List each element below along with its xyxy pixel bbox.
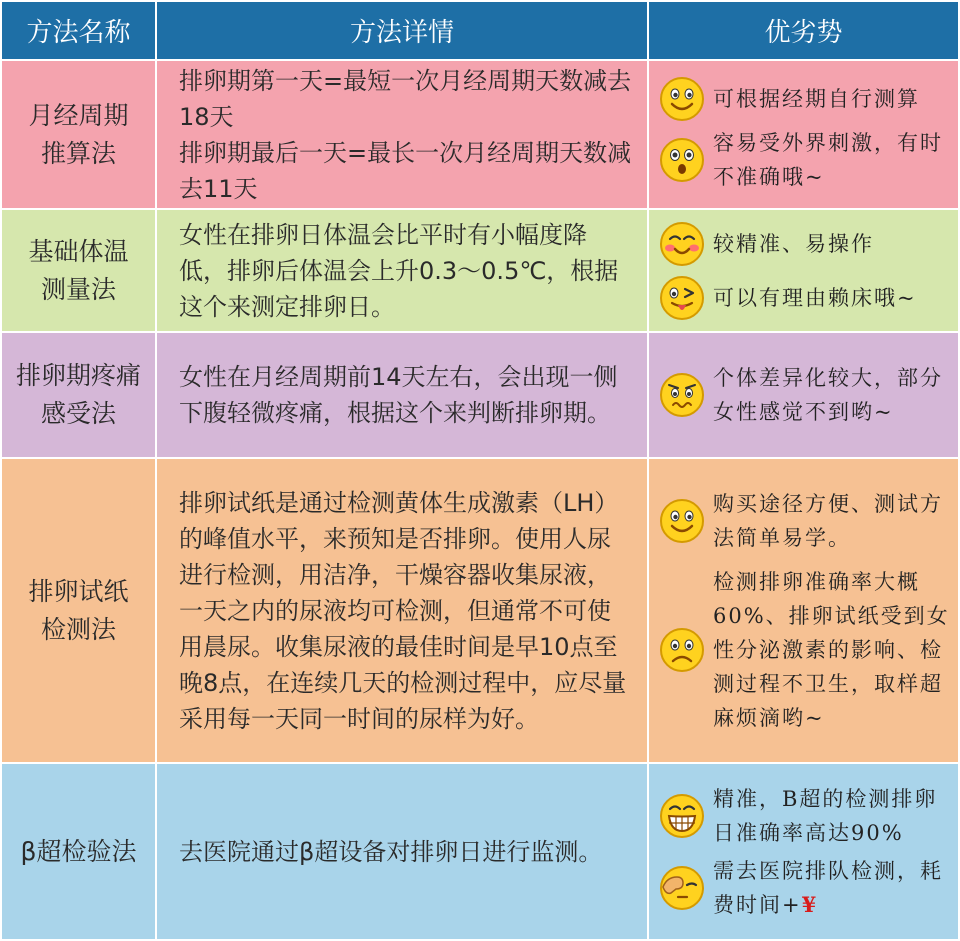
row-detail-ovulation-pain — [157, 333, 647, 457]
pros-cons-item — [659, 854, 954, 922]
row-detail-cycle-calculation — [157, 61, 647, 208]
pros-cons-item — [659, 76, 954, 122]
yen-sign: ¥ — [801, 891, 819, 917]
row-detail-b-ultrasound — [157, 764, 647, 939]
row-proscons-b-ultrasound — [649, 764, 958, 939]
pros-cons-item — [659, 221, 954, 267]
pros-cons-text: 容易受外界刺激，有时不准确哦~ — [713, 130, 943, 189]
row-name-ovulation-pain — [2, 333, 155, 457]
grinning-face-icon — [659, 793, 705, 839]
worried-face-icon — [659, 372, 705, 418]
detail-text: 女性在排卵日体温会比平时有小幅度降低，排卵后体温会上升0.3～0.5℃，根据这个来测定排卵日。 — [179, 220, 619, 321]
pros-cons-item — [659, 275, 954, 321]
row-proscons-ovulation-test-strip — [649, 459, 958, 762]
facepalm-face-icon — [659, 865, 705, 911]
blushing-smile-icon — [659, 221, 705, 267]
pros-cons-item — [659, 487, 954, 555]
detail-text: 排卵期第一天=最短一次月经周期天数减去18天 — [179, 66, 632, 131]
pros-cons-text-main: 需去医院排队检测，耗费时间+ — [713, 858, 943, 917]
sad-face-icon — [659, 627, 705, 673]
row-name-b-ultrasound — [2, 764, 155, 939]
pros-cons-item — [659, 565, 954, 735]
detail-text: 去医院通过β超设备对排卵日进行监测。 — [179, 837, 603, 866]
pros-cons-text: 个体差异化较大，部分女性感觉不到哟~ — [713, 366, 943, 424]
pros-cons-text: 精准，B超的检测排卵日准确率高达90% — [713, 786, 938, 845]
pros-cons-item — [659, 126, 954, 194]
pros-cons-text: 较精准、易操作 — [713, 231, 874, 256]
method-name-text: 月经周期推算法 — [28, 100, 129, 168]
header-pros-cons: 优劣势 — [649, 2, 958, 59]
method-name-text: 排卵试纸检测法 — [28, 576, 129, 644]
surprised-face-icon — [659, 137, 705, 183]
row-name-ovulation-test-strip — [2, 459, 155, 762]
pros-cons-text: 检测排卵准确率大概60%、排卵试纸受到女性分泌激素的影响、检测过程不卫生，取样超麻烦滴哟~ — [713, 569, 950, 730]
winking-tongue-face-icon — [659, 275, 705, 321]
pros-cons-text: 购买途径方便、测试方法简单易学。 — [713, 491, 943, 550]
pros-cons-text: 可以有理由赖床哦~ — [713, 285, 917, 310]
pros-cons-text: 可根据经期自行测算 — [713, 86, 920, 111]
row-proscons-basal-temperature — [649, 210, 958, 331]
pros-cons-item — [659, 361, 954, 429]
detail-text: 排卵期最后一天=最长一次月经周期天数减去11天 — [179, 138, 632, 203]
row-detail-ovulation-test-strip — [157, 459, 647, 762]
method-name-text: 排卵期疼痛感受法 — [15, 361, 141, 428]
row-proscons-cycle-calculation — [649, 61, 958, 208]
detail-text: 女性在月经周期前14天左右，会出现一侧下腹轻微疼痛，根据这个来判断排卵期。 — [179, 363, 618, 427]
smile-face-icon — [659, 76, 705, 122]
method-name-text: β超检验法 — [20, 836, 137, 866]
header-method-name: 方法名称 — [2, 2, 155, 59]
row-name-basal-temperature — [2, 210, 155, 331]
detail-text: 排卵试纸是通过检测黄体生成激素（LH）的峰值水平，来预知是否排卵。使用人尿进行检测，用洁净，干燥容器收集尿液，一天之内的尿液均可检测，但通常不可使用晨尿。收集尿液的最佳时间是早10点至晚8点，在连续几天的检测过程中，应尽量采用每一天同一时间的尿样为好。 — [179, 488, 627, 733]
row-proscons-ovulation-pain — [649, 333, 958, 457]
method-name-text: 基础体温测量法 — [28, 236, 129, 304]
row-detail-basal-temperature — [157, 210, 647, 331]
row-name-cycle-calculation — [2, 61, 155, 208]
header-method-detail: 方法详情 — [157, 2, 647, 59]
smile-face-icon — [659, 498, 705, 544]
pros-cons-item — [659, 782, 954, 850]
pros-cons-text — [713, 854, 954, 922]
